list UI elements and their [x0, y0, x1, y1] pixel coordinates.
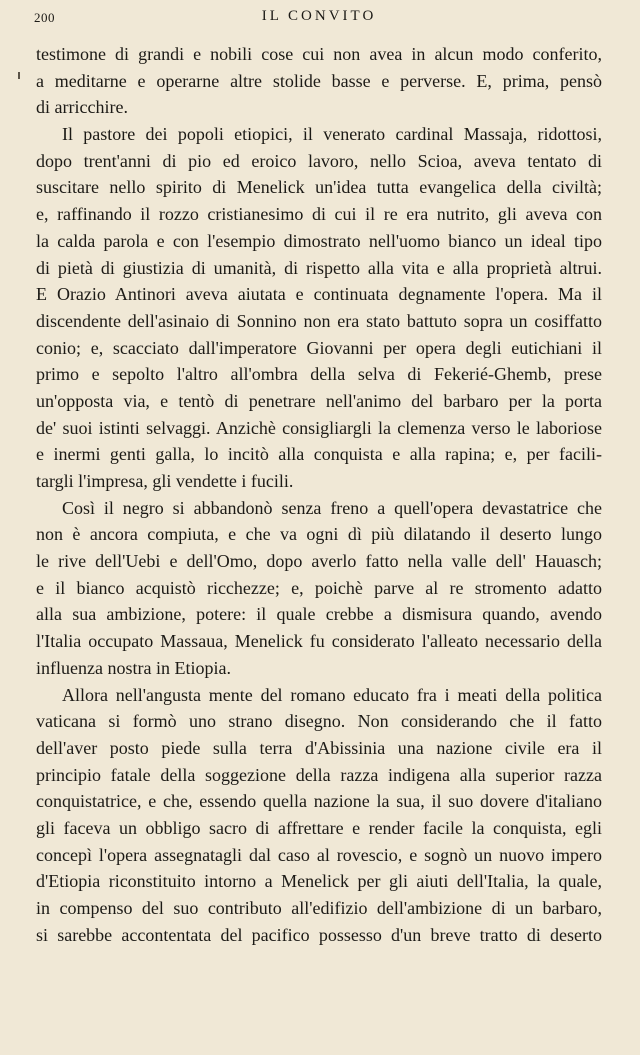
body-text — [36, 41, 602, 948]
margin-mark — [18, 72, 20, 79]
text-line: discendente dell'asinaio di Sonnino non era stato battuto sopra un cosiffatto — [36, 310, 602, 331]
text-line: a meditarne e operarne altre stolide basse e perverse. E, prima, pensò — [36, 70, 602, 91]
text-line: le rive dell'Uebi e dell'Omo, dopo averlo fatto nella valle dell' Hauasch; — [36, 551, 602, 572]
text-line: un'opposta via, e tentò di penetrare nell'animo del barbaro per la porta — [36, 390, 602, 411]
text-line: la calda parola e con l'esempio dimostrato nell'uomo bianco un ideal tipo — [36, 230, 602, 251]
text-line: di pietà di giustizia di umanità, di rispetto alla vita e alla proprietà altrui. — [36, 257, 602, 278]
text-line: influenza nostra in Etiopia. — [36, 657, 231, 678]
page-header — [34, 8, 604, 30]
text-line: e il bianco acquistò ricchezze; e, poichè parve al re stromento adatto — [36, 577, 602, 598]
text-line: l'Italia occupato Massaua, Menelick fu considerato l'alleato necessario della — [36, 631, 602, 652]
text-line: testimone di grandi e nobili cose cui non avea in alcun modo conferito, — [36, 44, 602, 64]
text-line: e inermi genti galla, lo incitò alla conquista e alla rapina; e, per facili- — [36, 444, 602, 465]
text-line: dopo trent'anni di pio ed eroico lavoro, nello Scioa, aveva tentato di — [36, 150, 602, 171]
text-line: principio fatale della soggezione della razza indigena alla superior razza — [36, 764, 602, 785]
text-line: e, raffinando il rozzo cristianesimo di cui il re era nutrito, gli aveva con — [36, 204, 602, 225]
text-line: di arricchire. — [36, 97, 128, 118]
text-line: d'Etiopia riconstituito intorno a Menelick per gli aiuti dell'Italia, la quale, — [36, 871, 602, 892]
text-line: dell'aver posto piede sulla terra d'Abissinia una nazione civile era il — [36, 737, 602, 758]
text-line: suscitare nello spirito di Menelick un'idea tutta evangelica della civiltà; — [36, 177, 602, 198]
text-line: Così il negro si abbandonò senza freno a quell'opera devastatrice che — [62, 497, 602, 518]
text-line: concepì l'opera assegnatagli dal caso al rovescio, e sognò un nuovo impero — [36, 844, 602, 865]
page-number: 200 — [34, 10, 55, 25]
text-line: primo e sepolto l'altro all'ombra della selva di Fekerié-Ghemb, prese — [36, 364, 602, 385]
text-line: Allora nell'angusta mente del romano educato fra i meati della politica — [62, 684, 602, 705]
text-line: conio; e, scacciato dall'imperatore Giovanni per opera degli eutichiani il — [36, 337, 602, 358]
running-title: IL CONVITO — [261, 8, 377, 24]
text-line: de' suoi istinti selvaggi. Anzichè consigliargli la clemenza verso le laboriose — [36, 417, 602, 438]
text-line: gli faceva un obbligo sacro di affrettare e render facile la conquista, egli — [36, 817, 602, 838]
text-line: Il pastore dei popoli etiopici, il venerato cardinal Massaja, ridottosi, — [62, 124, 602, 145]
text-line: alla sua ambizione, potere: il quale crebbe a dismisura quando, avendo — [36, 604, 602, 625]
text-line: si sarebbe accontentata del pacifico possesso d'un breve tratto di deserto — [36, 924, 602, 945]
text-line: non è ancora compiuta, e che va ogni dì più dilatando il deserto lungo — [36, 524, 602, 545]
text-line: conquistatrice, e che, essendo quella nazione la sua, il suo dovere d'italiano — [36, 791, 602, 812]
text-line: E Orazio Antinori aveva aiutata e continuata degnamente l'opera. Ma il — [36, 284, 602, 305]
text-line: in compenso del suo contributo all'edifizio dell'ambizione di un barbaro, — [36, 898, 602, 918]
text-line: targli l'impresa, gli vendette i fucili. — [36, 471, 294, 491]
text-line: vaticana si formò uno strano disegno. Non considerando che il fatto — [36, 711, 602, 732]
